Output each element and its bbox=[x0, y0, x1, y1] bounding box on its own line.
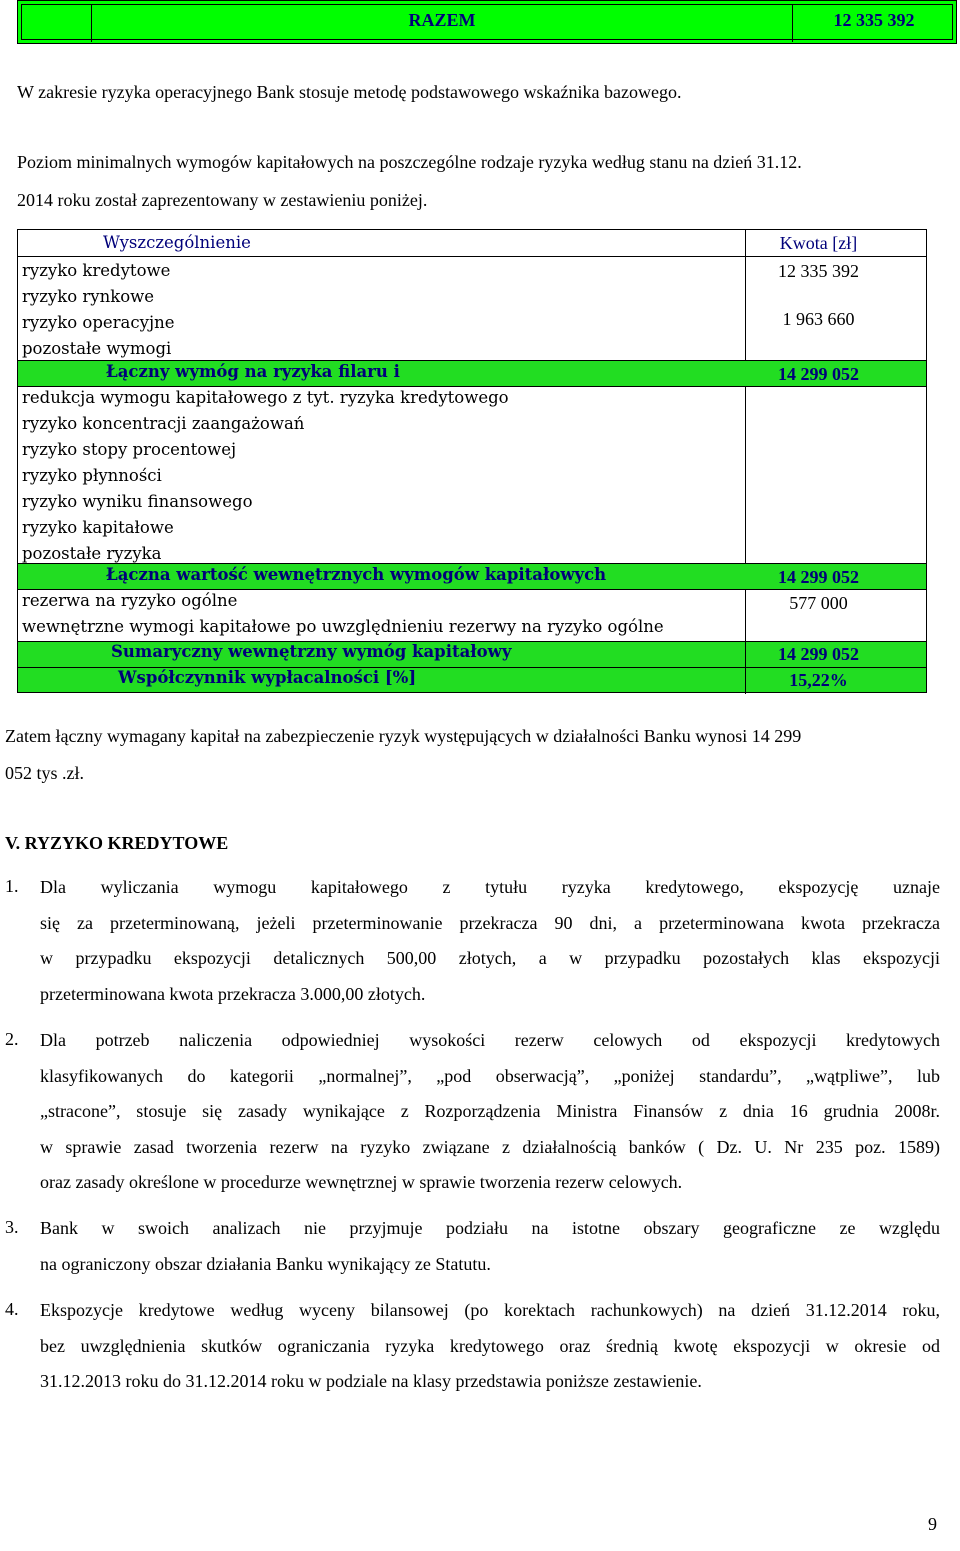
text-line: „stracone”, stosuje się zasady wynikające z Rozporządzenia Ministra Finansów z dnia 16 grudnia 2008r. bbox=[40, 1101, 940, 1121]
paragraph-total-capital-line1: Zatem łączny wymagany kapitał na zabezpieczenie ryzyk występujących w działalności Banku wynosi 14 299 bbox=[5, 726, 802, 746]
table-row-label: ryzyko płynności bbox=[22, 466, 162, 485]
text-line: Ekspozycje kredytowe według wyceny bilansowej (po korektach rachunkowych) na dzień 31.12.2014 roku, bbox=[40, 1300, 940, 1320]
table-column-divider bbox=[745, 386, 746, 563]
table-total-row bbox=[18, 642, 926, 667]
text-line: bez uwzględnienia skutków ograniczania ryzyka kredytowego oraz średnią kwotę ekspozycji w okresie od bbox=[40, 1335, 940, 1356]
table-row-value: 1 963 660 bbox=[782, 309, 855, 329]
table-group-a bbox=[18, 257, 926, 360]
list-item-text bbox=[40, 1293, 940, 1400]
table-row-label: ryzyko kapitałowe bbox=[22, 518, 174, 537]
list-item-text bbox=[40, 1023, 940, 1201]
table-row-label: pozostałe ryzyka bbox=[22, 544, 162, 563]
table-row-label: ryzyko rynkowe bbox=[22, 287, 155, 306]
paragraph-total-capital-line2: 052 tys .zł. bbox=[5, 763, 84, 783]
list-item-number: 4. bbox=[5, 1299, 19, 1319]
table-row-label: ryzyko stopy procentowej bbox=[22, 440, 237, 459]
table-row-label: ryzyko koncentracji zaangażowań bbox=[22, 414, 305, 433]
table-row-label: rezerwa na ryzyko ogólne bbox=[22, 591, 238, 610]
list-item-number: 2. bbox=[5, 1029, 19, 1049]
table-column-divider bbox=[745, 641, 746, 694]
total-value: 15,22% bbox=[789, 670, 848, 690]
table-column-divider bbox=[745, 230, 746, 360]
razem-label: RAZEM bbox=[408, 10, 476, 30]
list-item-text bbox=[40, 870, 940, 1012]
table-group-c bbox=[18, 590, 926, 641]
text-line: na ograniczony obszar działania Banku wynikający ze Statutu. bbox=[40, 1253, 491, 1274]
table-row-label: redukcja wymogu kapitałowego z tyt. ryzyka kredytowego bbox=[22, 388, 509, 407]
total-label: Sumaryczny wewnętrzny wymóg kapitałowy bbox=[111, 642, 512, 661]
table-header-row bbox=[18, 230, 926, 256]
paragraph-intro-line1: Poziom minimalnych wymogów kapitałowych na poszczególne rodzaje ryzyka według stanu na dzień 31.12. bbox=[17, 152, 802, 172]
total-value: 14 299 052 bbox=[778, 364, 859, 384]
text-line: się za przeterminowaną, jeżeli przeterminowanie przekracza 90 dni, a przeterminowana kwota przekracza bbox=[40, 912, 940, 933]
text-line: oraz zasady określone w procedurze wewnętrznej w sprawie tworzenia rezerw celowych. bbox=[40, 1172, 683, 1192]
table-total-row bbox=[18, 564, 926, 589]
table-row-value: 577 000 bbox=[789, 593, 848, 613]
total-value: 14 299 052 bbox=[778, 644, 859, 664]
table-group-b bbox=[18, 387, 926, 563]
table-row-value: 12 335 392 bbox=[778, 261, 859, 281]
header-description: Wyszczególnienie bbox=[103, 233, 251, 252]
total-value: 14 299 052 bbox=[778, 567, 859, 587]
text-line: Bank w swoich analizach nie przyjmuje podziału na istotne obszary geograficzne ze względu bbox=[40, 1218, 940, 1238]
table-total-row bbox=[18, 668, 926, 692]
list-item-text bbox=[40, 1211, 940, 1282]
text-line: przeterminowana kwota przekracza 3.000,00 złotych. bbox=[40, 983, 426, 1004]
section-title: V. RYZYKO KREDYTOWE bbox=[5, 833, 229, 853]
paragraph-intro-line2: 2014 roku został zaprezentowany w zestawieniu poniżej. bbox=[17, 190, 428, 210]
text-line: w sprawie zasad tworzenia rezerw na ryzyko związane z działalnością banków ( Dz. U. Nr 235 poz. 1589) bbox=[40, 1136, 940, 1157]
text-line: Dla potrzeb naliczenia odpowiedniej wysokości rezerw celowych od ekspozycji kredytowych bbox=[40, 1030, 940, 1050]
table-total-row bbox=[18, 361, 926, 386]
table-row-label: wewnętrzne wymogi kapitałowe po uwzględnieniu rezerwy na ryzyko ogólne bbox=[22, 617, 664, 636]
table-column-divider bbox=[745, 589, 746, 641]
paragraph-operational-risk: W zakresie ryzyka operacyjnego Bank stosuje metodę podstawowego wskaźnika bazowego. bbox=[17, 82, 682, 102]
table-row-label: pozostałe wymogi bbox=[22, 339, 172, 358]
razem-value: 12 335 392 bbox=[833, 10, 915, 30]
text-line: 31.12.2013 roku do 31.12.2014 roku w podziale na klasy przedstawia poniższe zestawienie. bbox=[40, 1371, 702, 1391]
text-line: w przypadku ekspozycji detalicznych 500,00 złotych, a w przypadku pozostałych klas ekspozycji bbox=[40, 948, 940, 968]
header-amount: Kwota [zł] bbox=[779, 233, 858, 253]
text-line: klasyfikowanych do kategorii „normalnej”, „pod obserwacją”, „poniżej standardu”, „wątpliwe”, lub bbox=[40, 1065, 940, 1086]
table-row-label: ryzyko kredytowe bbox=[22, 261, 171, 280]
table-row-label: ryzyko operacyjne bbox=[22, 313, 175, 332]
total-label: Łączna wartość wewnętrznych wymogów kapitałowych bbox=[106, 565, 607, 584]
capital-requirements-table bbox=[17, 229, 927, 693]
page-number: 9 bbox=[928, 1514, 937, 1534]
text-line: Dla wyliczania wymogu kapitałowego z tytułu ryzyka kredytowego, ekspozycję uznaje bbox=[40, 877, 940, 897]
list-item-number: 1. bbox=[5, 876, 19, 896]
razem-row bbox=[17, 0, 957, 44]
total-label: Łączny wymóg na ryzyka filaru i bbox=[106, 362, 400, 381]
list-item-number: 3. bbox=[5, 1217, 19, 1237]
total-label: Współczynnik wypłacalności [%] bbox=[118, 668, 417, 687]
table-row-label: ryzyko wyniku finansowego bbox=[22, 492, 253, 511]
